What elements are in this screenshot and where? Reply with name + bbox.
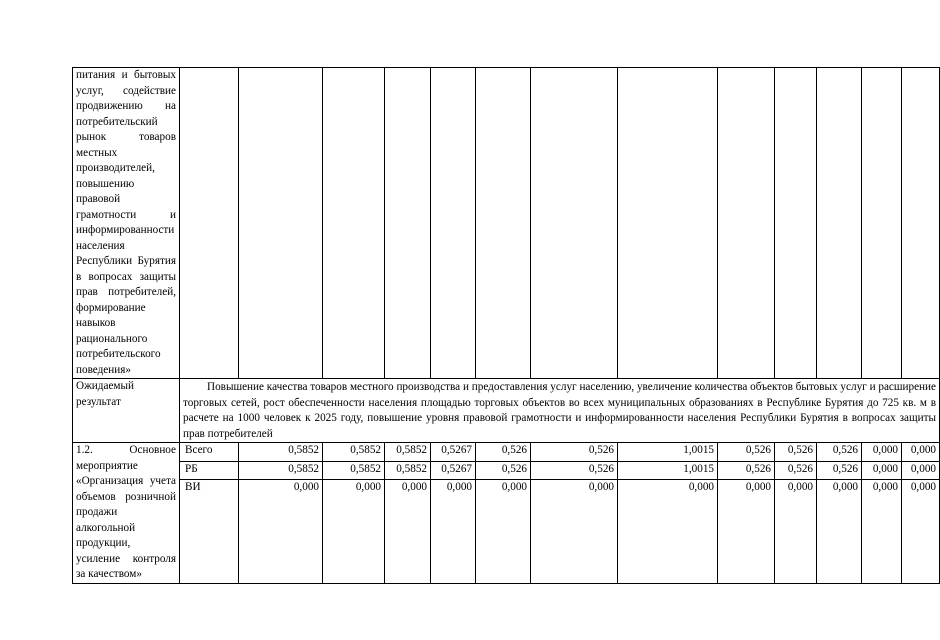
value-cell: 0,000 [902, 461, 940, 480]
empty-cell [323, 68, 385, 379]
value-cell: 0,000 [902, 480, 940, 583]
value-cell: 0,000 [862, 480, 902, 583]
budget-table [72, 67, 940, 584]
value-cell: 0,526 [531, 461, 618, 480]
value-cell: 0,526 [817, 461, 862, 480]
value-cell: 0,5852 [323, 461, 385, 480]
value-cell: 0,526 [817, 443, 862, 462]
value-cell: 0,000 [862, 443, 902, 462]
value-cell: 0,526 [775, 443, 817, 462]
value-cell: 0,000 [817, 480, 862, 583]
value-cell: 0,000 [775, 480, 817, 583]
value-cell: 1,0015 [618, 443, 718, 462]
value-cell: 0,5852 [239, 443, 323, 462]
value-cell: 0,526 [476, 443, 531, 462]
empty-cell [718, 68, 775, 379]
value-cell: 0,526 [476, 461, 531, 480]
empty-cell [902, 68, 940, 379]
empty-cell [385, 68, 431, 379]
value-cell: 0,000 [385, 480, 431, 583]
empty-cell [239, 68, 323, 379]
empty-cell [180, 68, 239, 379]
empty-cell [862, 68, 902, 379]
value-cell: 1,0015 [618, 461, 718, 480]
value-cell: 0,000 [862, 461, 902, 480]
expected-result-row [73, 379, 940, 443]
value-cell: 0,000 [618, 480, 718, 583]
empty-cell [476, 68, 531, 379]
empty-cell [531, 68, 618, 379]
value-cell: 0,5852 [385, 461, 431, 480]
value-cell: 0,000 [531, 480, 618, 583]
measure-label: 1.2. Основное мероприятие «Организация учета объемов розничной продажи алкогольной продукции, усиление контроля за качеством» [73, 443, 180, 584]
value-cell: 0,526 [718, 461, 775, 480]
continuation-label: питания и бытовых услуг, содействие продвижению на потребительский рынок товаров местных производителей, повышению правовой грамотности и информированности населения Республики Бурятия в вопросах защиты прав потребителей, формирование навыков рационального потребительского поведения» [73, 68, 180, 379]
value-cell: 0,000 [323, 480, 385, 583]
empty-cell [817, 68, 862, 379]
value-cell: 0,000 [431, 480, 476, 583]
value-cell: 0,000 [476, 480, 531, 583]
expected-result-label: Ожидаемый результат [73, 379, 180, 443]
value-cell: 0,5852 [323, 443, 385, 462]
empty-cell [431, 68, 476, 379]
table-row [73, 461, 940, 480]
value-cell: 0,000 [902, 443, 940, 462]
value-cell: 0,526 [718, 443, 775, 462]
value-cell: 0,5267 [431, 461, 476, 480]
value-cell: 0,5852 [385, 443, 431, 462]
continuation-row [73, 68, 940, 379]
value-cell: 0,5267 [431, 443, 476, 462]
value-cell: 0,000 [718, 480, 775, 583]
expected-result-text: Повышение качества товаров местного производства и предоставления услуг населению, увеличение количества объектов бытовых услуг и расширение торговых сетей, рост обеспеченности населения площадью торговых объектов во всех муниципальных образованиях в Республике Бурятия до 725 кв. м в расчете на 1000 человек к 2025 году, повышение уровня правовой грамотности и информированности населения Республики Бурятия в вопросах защиты прав потребителей [180, 379, 940, 443]
value-cell: 0,526 [775, 461, 817, 480]
source-cell: ВИ [180, 480, 239, 583]
value-cell: 0,526 [531, 443, 618, 462]
source-cell: Всего [180, 443, 239, 462]
table-row [73, 443, 940, 462]
value-cell: 0,000 [239, 480, 323, 583]
table-row [73, 480, 940, 583]
value-cell: 0,5852 [239, 461, 323, 480]
empty-cell [618, 68, 718, 379]
empty-cell [775, 68, 817, 379]
source-cell: РБ [180, 461, 239, 480]
